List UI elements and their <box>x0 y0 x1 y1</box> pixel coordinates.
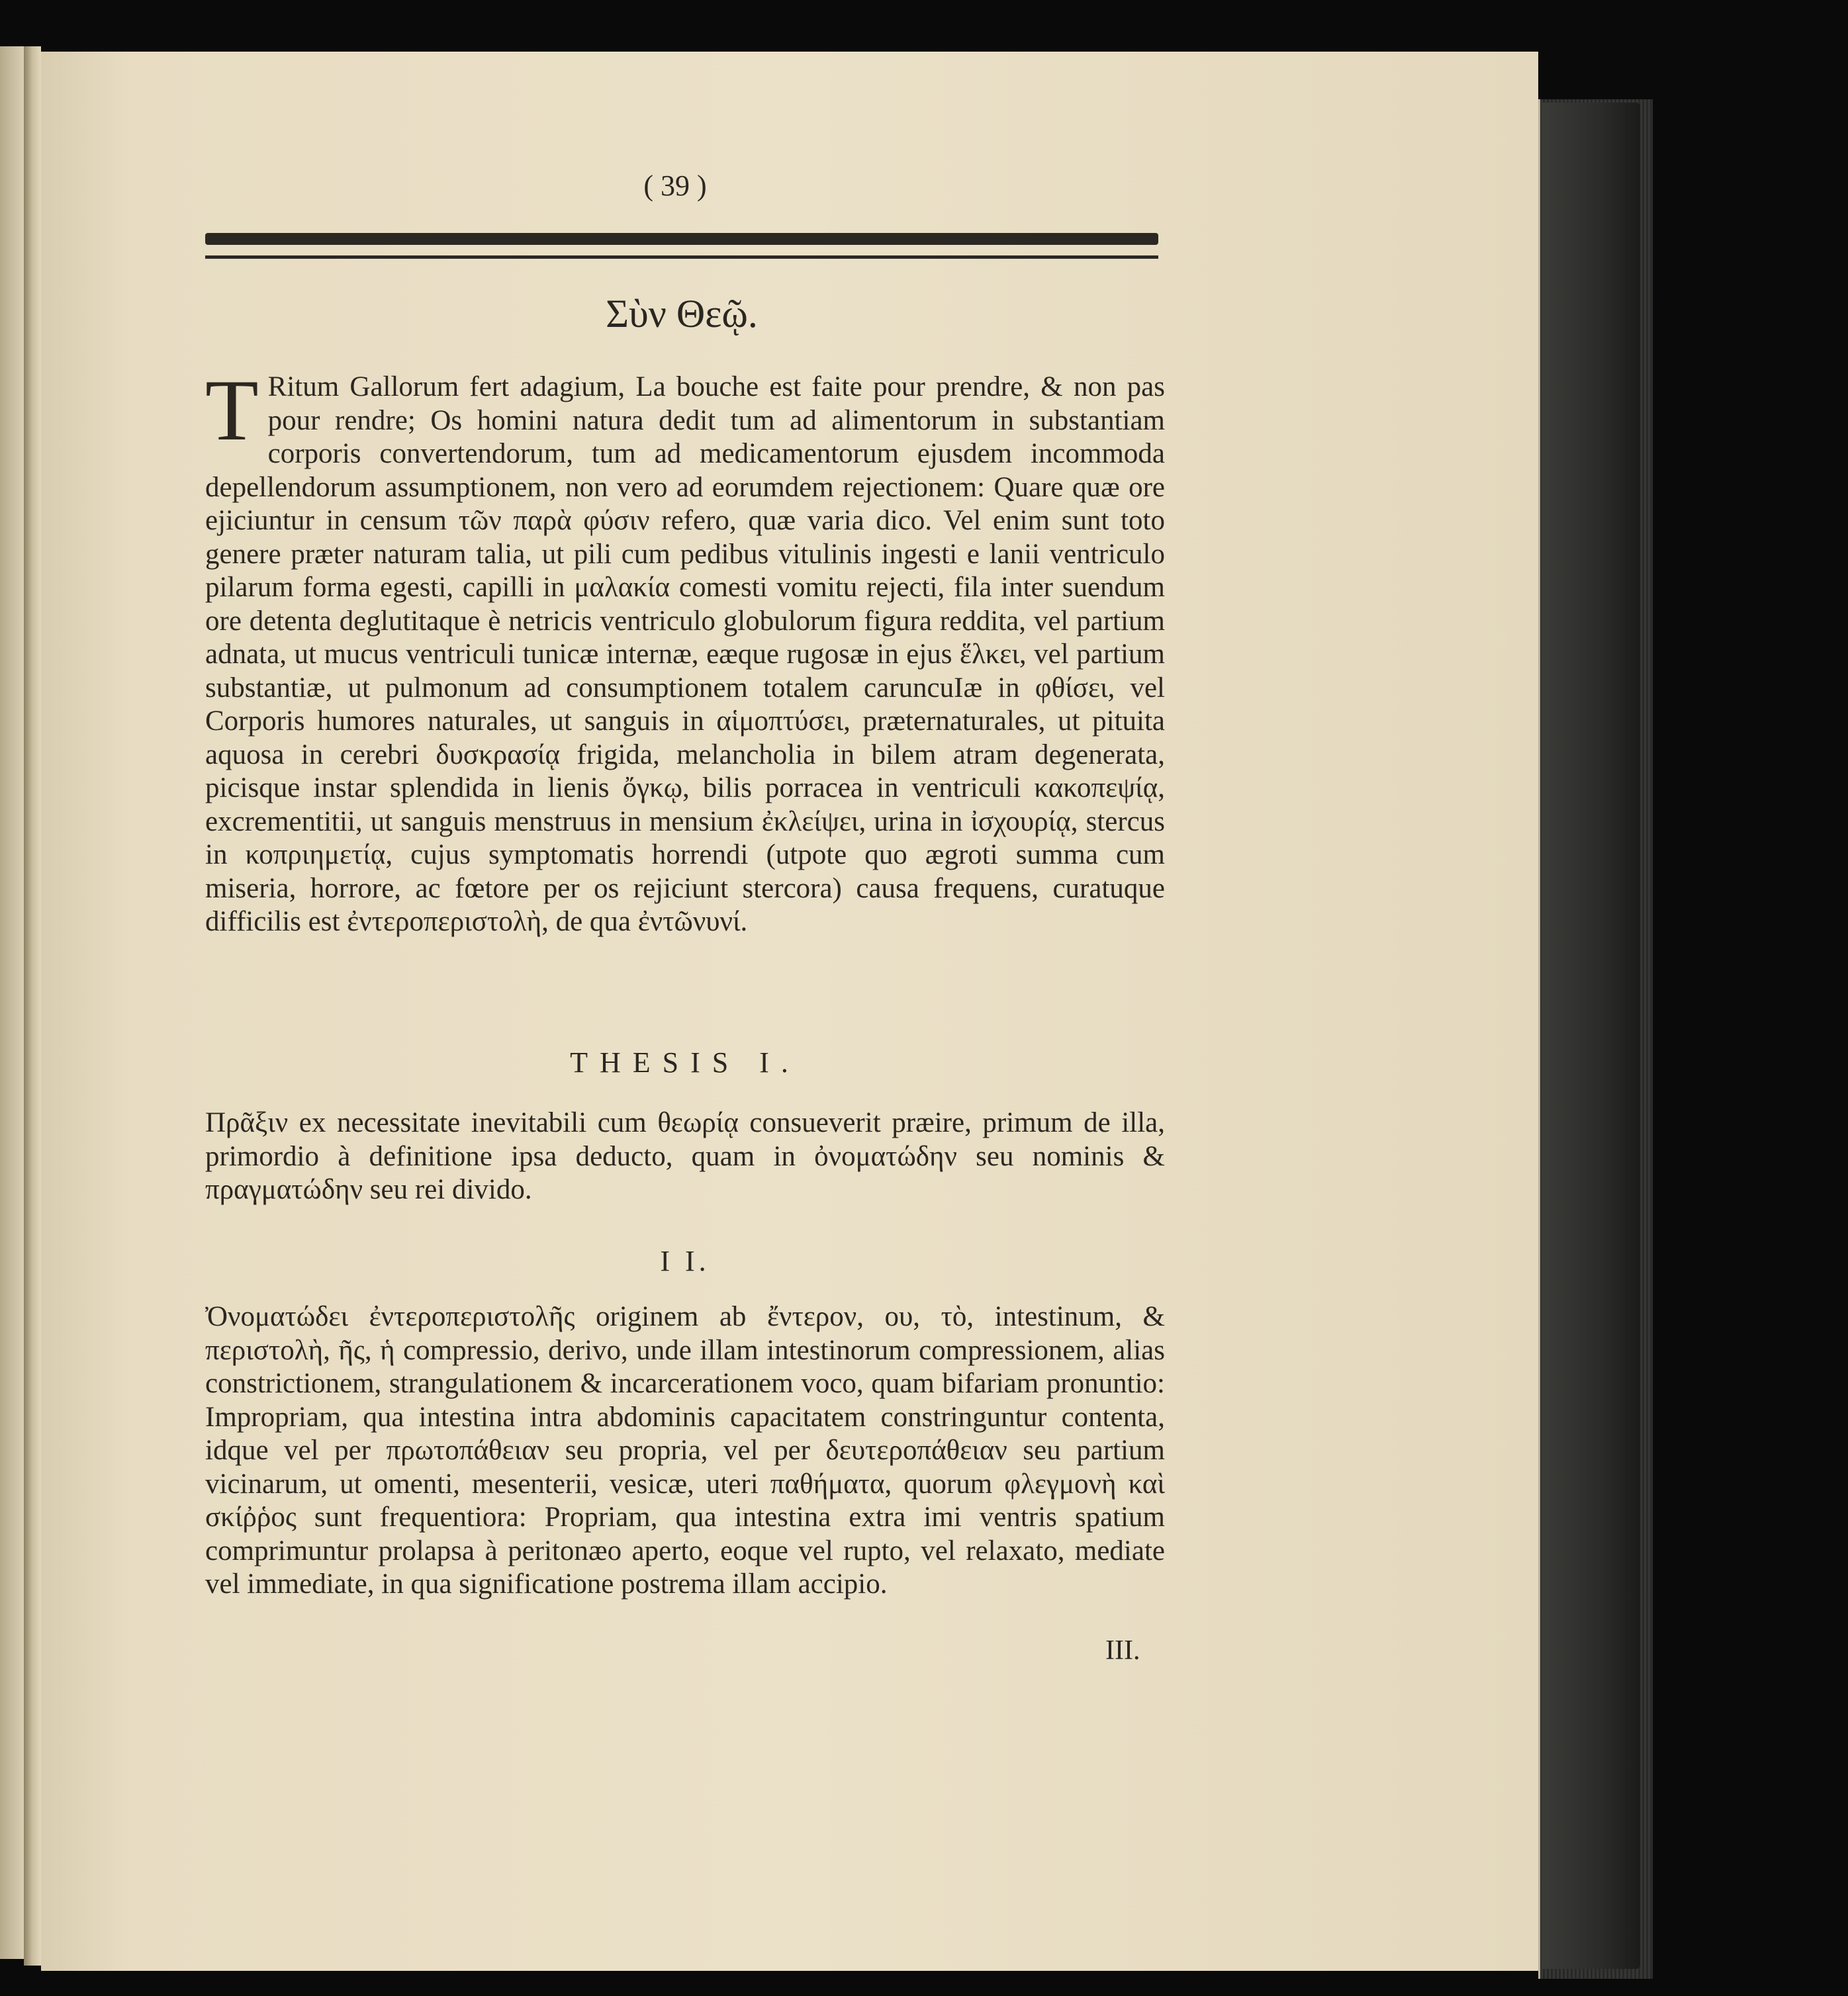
thesis-title: THESIS I. <box>570 1046 800 1079</box>
drop-capital: T <box>205 361 259 459</box>
header-rule-thick <box>205 233 1158 245</box>
section-ii-title: I I. <box>660 1245 710 1277</box>
book-page <box>41 52 1538 1971</box>
section-ii-paragraph: Ὀνοματώδει ἐντεροπεριστολῆς originem ab ἔντερον, ου, τὸ, intestinum, & περιστολὴ, ῆς, ἡ compressio, derivo, unde illam intestinorum compressionem, alias constrictionem, strangulationem & incarcerationem voco, quam bifariam pronuntio: Impropriam, qua intestina intra abdominis capacitatem constringuntur contenta, idque vel per πρωτοπάθειαν seu propria, vel per δευτεροπάθειαν seu partium vicinarum, ut omenti, mesenterii, vesicæ, uteri παθήματα, quorum φλεγμονὴ καὶ σκίῤῥος sunt frequentiora: Propriam, qua intestina extra imi ventris spatium comprimuntur prolapsa à peritonæo aperto, eoque vel rupto, vel relaxato, mediate vel immediate, in qua significatione postrema illam accipio. <box>205 1301 1165 1600</box>
page-number: ( 39 ) <box>643 169 707 202</box>
book-gutter <box>24 46 41 1966</box>
facing-page-edge <box>0 46 24 1959</box>
header-rule-thin <box>205 255 1158 259</box>
catchword: III. <box>1105 1635 1140 1666</box>
book-cover <box>1542 103 1640 1969</box>
intro-paragraph <box>205 361 1165 939</box>
thesis-paragraph: Πρᾶξιν ex necessitate inevitabili cum θεωρίᾳ consueverit præire, primum de illa, primordio à definitione ipsa deducto, quam in ὀνοματώδην seu nominis & πραγματώδην seu rei divido. <box>205 1107 1165 1205</box>
page-heading: Σὺν Θεῷ. <box>606 292 758 336</box>
intro-text: Ritum Gallorum fert adagium, La bouche est faite pour prendre, & non pas pour rendre; Os homini natura dedit tum ad alimentorum in substantiam corporis convertendorum, tum ad medicamentorum ejusdem incommoda depellendorum assumptionem, non vero ad eorumdem rejectionem: Quare quæ ore ejiciuntur in censum τῶν παρὰ φύσιν refero, quæ varia dico. Vel enim sunt toto genere præter naturam talia, ut pili cum pedibus vitulinis ingesti e lanii ventriculo pilarum forma egesti, capilli in μαλακία comesti vomitu rejecti, fila inter suendum ore detenta deglutitaque è netricis ventriculo globulorum figura reddita, vel partium adnata, ut mucus ventriculi tunicæ internæ, eæque rugosæ in ejus ἕλκει, vel partium substantiæ, ut pulmonum ad consumptionem totalem caruncuIæ in φθίσει, vel Corporis humores naturales, ut sanguis in αἱμοπτύσει, præternaturales, ut pituita aquosa in cerebri δυσκρασίᾳ frigida, melancholia in bilem atram degenerata, picisque instar splendida in lienis ὄγκῳ, bilis porracea in ventriculi κακοπεψίᾳ, excrementitii, ut sanguis menstruus in mensium ἐκλείψει, urina in ἰσχουρίᾳ, stercus in κοπριημετίᾳ, cujus symptomatis horrendi (utpote quo ægroti summa cum miseria, horrore, ac fœtore per os rejiciunt stercora) causa frequens, curatuque difficilis est ἐντεροπεριστολὴ, de qua ἐντῶνυνί. <box>205 371 1165 937</box>
